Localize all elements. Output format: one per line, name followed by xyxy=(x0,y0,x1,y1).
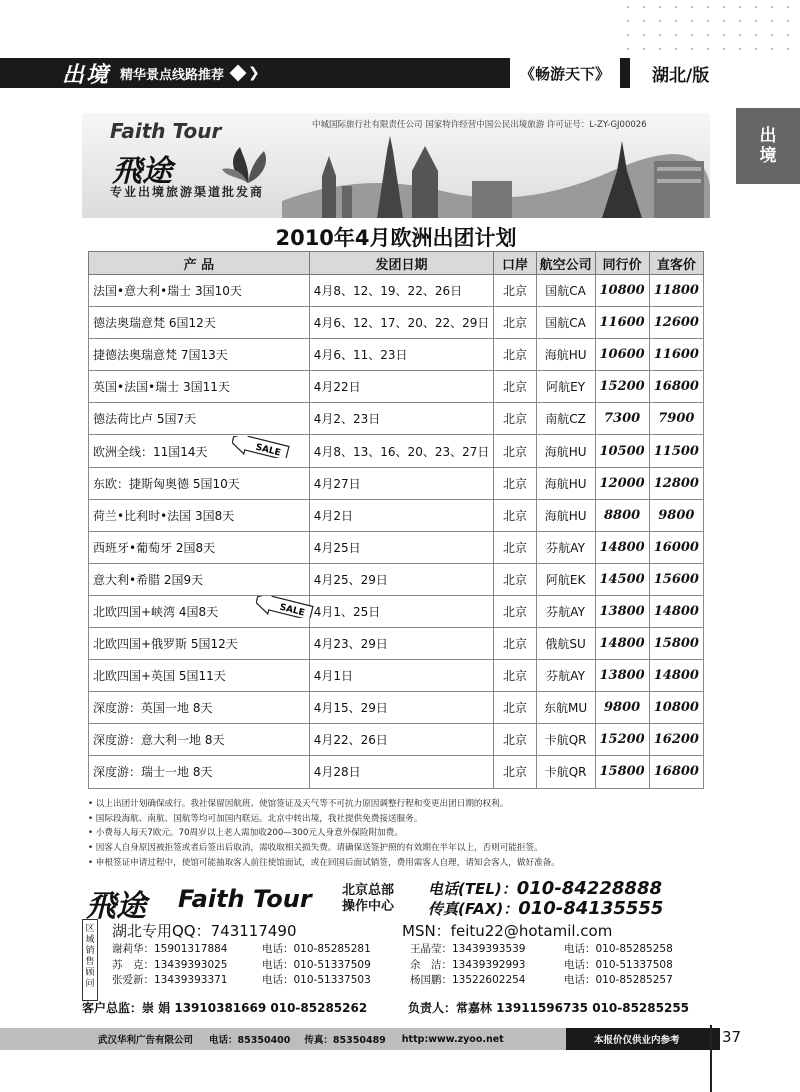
contact-name: 杨国鹏：13522602254 xyxy=(410,974,526,986)
retail-price-cell: 11500 xyxy=(649,435,703,467)
port-cell: 北京 xyxy=(494,692,536,724)
port-cell: 北京 xyxy=(494,307,536,339)
port-cell: 北京 xyxy=(494,371,536,403)
ad-banner xyxy=(82,113,710,218)
retail-price-cell: 16200 xyxy=(649,724,703,756)
airline-cell: 东航MU xyxy=(536,692,595,724)
hq-label xyxy=(342,883,394,915)
section-header-bar xyxy=(0,58,800,88)
msn-contact: MSN：feitu22@hotamil.com xyxy=(402,922,613,940)
leaf-logo-icon xyxy=(222,145,274,185)
table-row xyxy=(89,275,704,307)
airline-cell: 阿航EK xyxy=(536,563,595,595)
airline-cell: 海航HU xyxy=(536,499,595,531)
hq-phones xyxy=(428,879,663,919)
tel-number: 010-84228888 xyxy=(516,878,662,899)
column-header-dates: 发团日期 xyxy=(309,252,494,275)
plan-title: 2010年4月欧洲出团计划 xyxy=(275,226,517,250)
advertiser-company: 武汉华利广告有限公司 xyxy=(98,1035,194,1046)
contact-phones-right xyxy=(564,942,673,989)
side-tab-char: 出 xyxy=(759,125,777,146)
sale-label: SALE xyxy=(254,442,282,458)
table-row xyxy=(89,660,704,692)
peer-price-cell: 13800 xyxy=(595,595,649,627)
side-section-tab xyxy=(736,108,800,184)
product-cell: 北欧四国+俄罗斯 5国12天 xyxy=(89,628,310,660)
retail-price-cell: 10800 xyxy=(649,692,703,724)
column-header-product: 产 品 xyxy=(89,252,310,275)
note-item: • 国际段海航、南航、国航等均可加国内联运。北京中转出境，我社提供免费接送服务。 xyxy=(88,813,423,824)
port-cell: 北京 xyxy=(494,595,536,627)
table-row xyxy=(89,628,704,660)
retail-price-cell: 16000 xyxy=(649,531,703,563)
retail-price-cell: 16800 xyxy=(649,371,703,403)
airline-cell: 卡航QR xyxy=(536,724,595,756)
contact-name: 张爱新：13439393371 xyxy=(112,974,228,986)
contact-phone: 电话：010-85285281 xyxy=(262,943,371,955)
product-cell: 深度游：英国一地 8天 xyxy=(89,692,310,724)
section-subtitle: 精华景点线路推荐 xyxy=(120,67,225,83)
column-header-peer-price: 同行价 xyxy=(595,252,649,275)
peer-price-cell: 8800 xyxy=(595,499,649,531)
port-cell: 北京 xyxy=(494,531,536,563)
contact-phones-left xyxy=(262,942,371,989)
dates-cell: 4月25日 xyxy=(309,531,494,563)
sale-arrow-icon xyxy=(232,436,292,458)
retail-price-cell: 11800 xyxy=(649,275,703,307)
fax-line xyxy=(428,899,663,919)
dates-cell: 4月6、11、23日 xyxy=(309,339,494,371)
contact-name: 王晶莹：13439393539 xyxy=(410,943,526,955)
dates-cell: 4月8、13、16、20、23、27日 xyxy=(309,435,494,467)
peer-price-cell: 13800 xyxy=(595,660,649,692)
table-header-row xyxy=(89,252,704,275)
edition-label: 湖北/版 xyxy=(630,58,800,88)
peer-price-cell: 14800 xyxy=(595,628,649,660)
table-row xyxy=(89,563,704,595)
contact-phone: 电话：010-85285257 xyxy=(564,974,673,986)
dates-cell: 4月6、12、17、20、22、29日 xyxy=(309,307,494,339)
tel-label: 电话(TEL)： xyxy=(428,880,517,898)
retail-price-cell: 14800 xyxy=(649,660,703,692)
advertiser-tel: 电话：85350400 xyxy=(209,1035,291,1046)
port-cell: 北京 xyxy=(494,467,536,499)
table-row xyxy=(89,307,704,339)
side-tab-char: 境 xyxy=(759,146,777,166)
port-cell: 北京 xyxy=(494,563,536,595)
note-item: • 以上出团计划确保成行。我社保留因航班、使馆签证及天气等不可抗力原因调整行程和变更出团日期的权利。 xyxy=(88,799,509,809)
table-row xyxy=(89,371,704,403)
table-row xyxy=(89,531,704,563)
airline-cell: 南航CZ xyxy=(536,403,595,435)
table-row xyxy=(89,435,704,467)
table-row xyxy=(89,339,704,371)
table-row xyxy=(89,692,704,724)
airline-cell: 海航HU xyxy=(536,467,595,499)
retail-price-cell: 14800 xyxy=(649,595,703,627)
retail-price-cell: 15800 xyxy=(649,628,703,660)
table-row xyxy=(89,499,704,531)
table-body xyxy=(89,275,704,789)
qq-contact: 湖北专用QQ：743117490 xyxy=(112,922,297,940)
sale-arrow-icon xyxy=(256,596,316,618)
footer-logo-calligraphy: 飛途 xyxy=(86,889,146,924)
product-cell: 欧洲全线：11国14天 xyxy=(89,435,310,467)
peer-price-cell: 15200 xyxy=(595,371,649,403)
port-cell: 北京 xyxy=(494,628,536,660)
advertiser-website: http:www.zyoo.net xyxy=(401,1033,504,1045)
product-cell: 深度游：意大利一地 8天 xyxy=(89,724,310,756)
product-cell: 北欧四国+英国 5国11天 xyxy=(89,660,310,692)
table-row xyxy=(89,724,704,756)
product-cell: 英国•法国•瑞士 3国11天 xyxy=(89,371,310,403)
airline-cell: 芬航AY xyxy=(536,595,595,627)
airline-cell: 阿航EY xyxy=(536,371,595,403)
peer-price-cell: 15200 xyxy=(595,724,649,756)
port-cell: 北京 xyxy=(494,756,536,788)
contact-phone: 电话：010-51337509 xyxy=(262,958,371,971)
airline-cell: 海航HU xyxy=(536,339,595,371)
section-calligraphy: 出境 xyxy=(62,61,111,88)
contact-name: 谢莉华：15901317884 xyxy=(112,943,228,955)
airline-cell: 国航CA xyxy=(536,307,595,339)
contact-name: 苏 克：13439393025 xyxy=(112,958,228,971)
advertiser-fax: 传真：85350489 xyxy=(304,1035,386,1046)
faith-tour-logo-text: Faith Tour xyxy=(110,119,222,143)
fax-number: 010-84135555 xyxy=(518,898,664,919)
person-in-charge: 负责人：常嘉林 13911596735 010-85285255 xyxy=(408,1001,690,1015)
dates-cell: 4月25、29日 xyxy=(309,563,494,595)
notes-list xyxy=(88,797,708,871)
region-sales-label: 区域销售顾问 xyxy=(82,919,98,1001)
peer-price-cell: 9800 xyxy=(595,692,649,724)
product-cell: 东欧：捷斯匈奥德 5国10天 xyxy=(89,467,310,499)
port-cell: 北京 xyxy=(494,660,536,692)
contact-phone: 电话：010-85285258 xyxy=(564,943,673,955)
product-cell: 意大利•希腊 2国9天 xyxy=(89,563,310,595)
product-cell: 北欧四国+峡湾 4国8天 xyxy=(89,595,310,627)
diamond-icon xyxy=(230,65,247,82)
table-row xyxy=(89,756,704,788)
hq-line: 操作中心 xyxy=(342,899,395,914)
peer-price-cell: 12000 xyxy=(595,467,649,499)
port-cell: 北京 xyxy=(494,499,536,531)
fax-label: 传真(FAX)： xyxy=(428,900,519,918)
magazine-title: 《畅游天下》 xyxy=(510,58,620,88)
peer-price-cell: 10800 xyxy=(595,275,649,307)
column-header-retail-price: 直客价 xyxy=(649,252,703,275)
peer-price-cell: 10600 xyxy=(595,339,649,371)
peer-price-cell: 7300 xyxy=(595,403,649,435)
tel-line xyxy=(428,879,663,899)
note-item: • 申根签证申请过程中，使馆可能抽取客人前往使馆面试，或在回国后面试销签，费用需客人自理，请知会客人，做好准备。 xyxy=(88,857,560,868)
airline-cell: 海航HU xyxy=(536,435,595,467)
decorative-dot-grid xyxy=(620,0,800,56)
product-cell: 深度游：瑞士一地 8天 xyxy=(89,756,310,788)
hq-line: 北京总部 xyxy=(342,883,395,898)
airline-cell: 芬航AY xyxy=(536,531,595,563)
airline-cell: 卡航QR xyxy=(536,756,595,788)
contact-names-left xyxy=(112,942,228,989)
port-cell: 北京 xyxy=(494,339,536,371)
product-cell: 德法荷比卢 5国7天 xyxy=(89,403,310,435)
peer-price-cell: 14800 xyxy=(595,531,649,563)
dates-cell: 4月1、25日 xyxy=(309,595,494,627)
company-slogan: 专业出境旅游渠道批发商 xyxy=(110,185,265,199)
table-row xyxy=(89,467,704,499)
port-cell: 北京 xyxy=(494,724,536,756)
dates-cell: 4月23、29日 xyxy=(309,628,494,660)
chevron-right-icon: ❯ xyxy=(248,65,260,81)
peer-price-cell: 10500 xyxy=(595,435,649,467)
europe-skyline-illustration xyxy=(282,131,710,218)
airline-cell: 芬航AY xyxy=(536,660,595,692)
faith-tour-advertisement xyxy=(82,113,710,1023)
product-cell: 德法奥瑞意梵 6国12天 xyxy=(89,307,310,339)
column-header-airline: 航空公司 xyxy=(536,252,595,275)
dates-cell: 4月28日 xyxy=(309,756,494,788)
peer-price-cell: 11600 xyxy=(595,307,649,339)
page-number: 37 xyxy=(722,1028,742,1046)
page-divider xyxy=(710,1025,712,1092)
bottom-advertiser-bar xyxy=(0,1028,720,1050)
license-text: 中城国际旅行社有限责任公司 国家特许经营中国公民出境旅游 许可证号：L-ZY-GJ00026 xyxy=(312,120,647,130)
feitu-logo-calligraphy: 飛途 xyxy=(112,154,172,189)
peer-price-cell: 15800 xyxy=(595,756,649,788)
sale-label: SALE xyxy=(278,602,306,618)
product-cell: 法国•意大利•瑞士 3国10天 xyxy=(89,275,310,307)
port-cell: 北京 xyxy=(494,435,536,467)
client-director: 客户总监：崇 娟 13910381669 010-85285262 xyxy=(82,1001,368,1015)
port-cell: 北京 xyxy=(494,275,536,307)
note-item: • 因客人自身原因被拒签或者后签出后取消，需收取相关损失费。请确保送签护照的有效期在半年以上，否则可能拒签。 xyxy=(88,843,543,854)
table-row xyxy=(89,403,704,435)
sales-contacts xyxy=(82,919,708,1019)
dates-cell: 4月27日 xyxy=(309,467,494,499)
reference-notice: 本报价仅供业内参考 xyxy=(566,1028,720,1050)
airline-cell: 俄航SU xyxy=(536,628,595,660)
footer-brand-block xyxy=(86,878,706,924)
contact-names-right xyxy=(410,942,526,989)
product-cell: 荷兰•比利时•法国 3国8天 xyxy=(89,499,310,531)
contact-phone: 电话：010-51337503 xyxy=(262,974,371,986)
peer-price-cell: 14500 xyxy=(595,563,649,595)
product-cell: 西班牙•葡萄牙 2国8天 xyxy=(89,531,310,563)
retail-price-cell: 7900 xyxy=(649,403,703,435)
tour-schedule-table xyxy=(88,251,704,789)
retail-price-cell: 16800 xyxy=(649,756,703,788)
footer-logo-text: Faith Tour xyxy=(178,885,312,913)
retail-price-cell: 12800 xyxy=(649,467,703,499)
airline-cell: 国航CA xyxy=(536,275,595,307)
product-cell: 捷德法奥瑞意梵 7国13天 xyxy=(89,339,310,371)
contact-phone: 电话：010-51337508 xyxy=(564,958,673,971)
retail-price-cell: 9800 xyxy=(649,499,703,531)
dates-cell: 4月22、26日 xyxy=(309,724,494,756)
retail-price-cell: 15600 xyxy=(649,563,703,595)
dates-cell: 4月1日 xyxy=(309,660,494,692)
note-item: • 小费每人每天7欧元。70周岁以上老人需加收200—300元人身意外保险附加费。 xyxy=(88,828,403,839)
section-label xyxy=(62,58,322,88)
dates-cell: 4月22日 xyxy=(309,371,494,403)
dates-cell: 4月15、29日 xyxy=(309,692,494,724)
dates-cell: 4月2日 xyxy=(309,499,494,531)
retail-price-cell: 12600 xyxy=(649,307,703,339)
retail-price-cell: 11600 xyxy=(649,339,703,371)
dates-cell: 4月2、23日 xyxy=(309,403,494,435)
contact-name: 余 洁：13439392993 xyxy=(410,958,526,971)
table-row xyxy=(89,595,704,627)
dates-cell: 4月8、12、19、22、26日 xyxy=(309,275,494,307)
column-header-port: 口岸 xyxy=(494,252,536,275)
port-cell: 北京 xyxy=(494,403,536,435)
